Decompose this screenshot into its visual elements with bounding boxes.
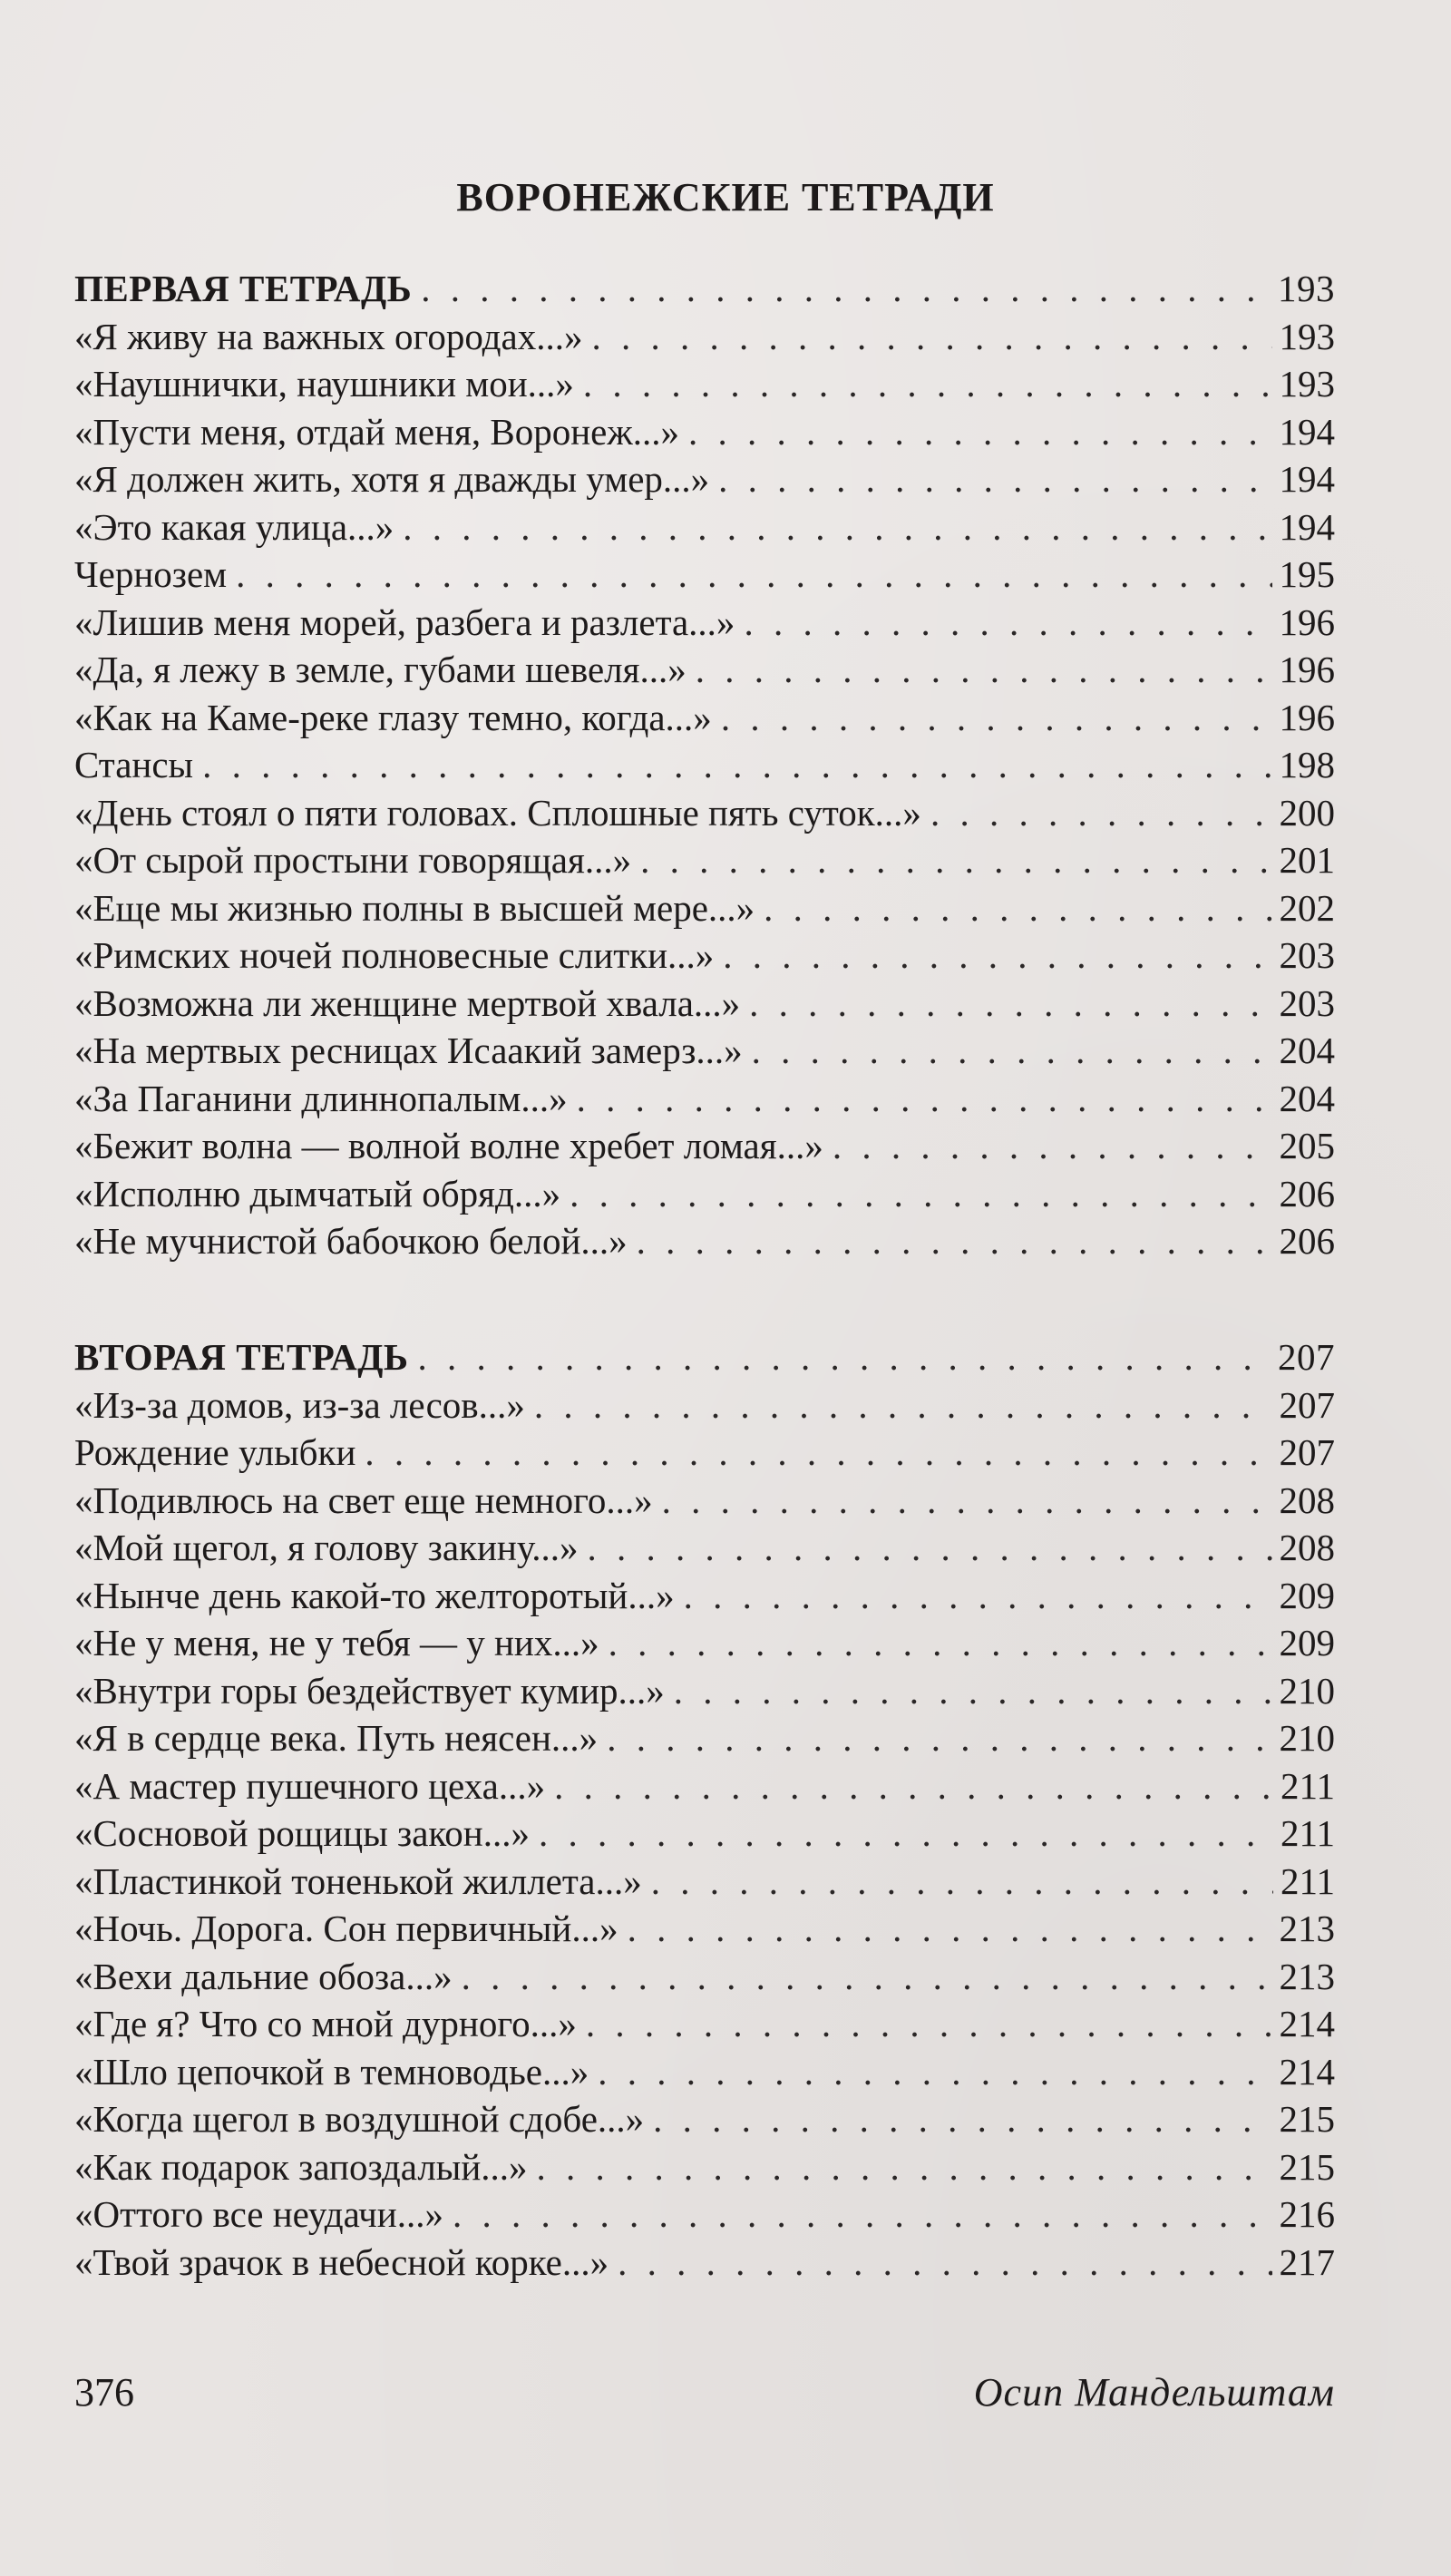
entry-title: «Шло цепочкой в темноводье...» bbox=[74, 2050, 589, 2093]
toc-entry bbox=[74, 836, 1335, 884]
entry-page: 211 bbox=[1281, 1764, 1335, 1807]
dot-leader bbox=[586, 2000, 1272, 2048]
entry-title: «Ночь. Дорога. Сон первичный...» bbox=[74, 1908, 618, 1949]
section-heading-page: 207 bbox=[1278, 1336, 1335, 1378]
toc-section-first bbox=[74, 265, 1335, 1265]
page-footer bbox=[74, 2369, 1335, 2415]
dot-leader bbox=[421, 265, 1271, 313]
dot-leader bbox=[537, 2143, 1272, 2191]
toc-entry bbox=[74, 313, 1335, 361]
entry-title: «День стоял о пяти головах. Сплошные пять суток...» bbox=[74, 791, 921, 834]
toc-entry bbox=[74, 1524, 1335, 1572]
entry-title: «Я в сердце века. Путь неясен...» bbox=[74, 1717, 599, 1759]
entry-page: 215 bbox=[1279, 2098, 1335, 2140]
dot-leader bbox=[607, 1714, 1271, 1762]
entry-page: 207 bbox=[1279, 1383, 1335, 1426]
entry-page: 217 bbox=[1279, 2240, 1335, 2283]
toc-entry bbox=[74, 1027, 1335, 1075]
dot-leader bbox=[640, 836, 1271, 884]
entry-title: «Пластинкой тоненькой жиллета...» bbox=[74, 1859, 642, 1902]
entry-title: «Не у меня, не у тебя — у них...» bbox=[74, 1622, 599, 1664]
toc-entry bbox=[74, 408, 1335, 456]
entry-page: 196 bbox=[1279, 696, 1335, 738]
toc-entry bbox=[74, 1858, 1335, 1906]
toc-entry bbox=[74, 1953, 1335, 2001]
dot-leader bbox=[721, 694, 1272, 742]
entry-title: «Я должен жить, хотя я дважды умер...» bbox=[74, 458, 710, 500]
dot-leader bbox=[453, 2191, 1272, 2239]
toc-entry bbox=[74, 2143, 1335, 2191]
dot-leader bbox=[688, 408, 1272, 456]
toc-entry bbox=[74, 2000, 1335, 2048]
dot-leader bbox=[539, 1810, 1273, 1858]
toc-entry bbox=[74, 1477, 1335, 1525]
entry-title: «Вехи дальние обоза...» bbox=[74, 1955, 453, 1997]
dot-leader bbox=[462, 1953, 1272, 2001]
entry-page: 211 bbox=[1281, 1812, 1335, 1854]
toc-entry bbox=[74, 646, 1335, 694]
entry-page: 214 bbox=[1279, 2003, 1335, 2044]
entry-title: «Римских ночей полновесные слитки...» bbox=[74, 934, 715, 976]
entry-page: 196 bbox=[1279, 649, 1335, 690]
dot-leader bbox=[554, 1762, 1273, 1810]
toc-entry bbox=[74, 1170, 1335, 1218]
entry-page: 209 bbox=[1279, 1622, 1335, 1664]
entry-title: «Еще мы жизнью полны в высшей мере...» bbox=[74, 886, 755, 929]
toc-entry bbox=[74, 932, 1335, 980]
entry-title: «Твой зрачок в небесной корке...» bbox=[74, 2240, 609, 2283]
entry-title: «Где я? Что со мной дурного...» bbox=[74, 2003, 577, 2044]
toc-entry bbox=[74, 1381, 1335, 1429]
entry-title: «Я живу на важных огородах...» bbox=[74, 315, 583, 357]
dot-leader bbox=[577, 1075, 1272, 1123]
entry-page: 202 bbox=[1279, 886, 1335, 929]
toc-entry bbox=[74, 2048, 1335, 2096]
entry-page: 207 bbox=[1279, 1431, 1335, 1473]
entry-title: «Это какая улица...» bbox=[74, 505, 394, 548]
entry-page: 209 bbox=[1279, 1574, 1335, 1616]
dot-leader bbox=[833, 1122, 1272, 1170]
toc-entry bbox=[74, 2095, 1335, 2143]
dot-leader bbox=[637, 1217, 1272, 1265]
toc-entry bbox=[74, 1714, 1335, 1762]
entry-page: 194 bbox=[1279, 505, 1335, 548]
toc-entry bbox=[74, 551, 1335, 599]
page-title: ВОРОНЕЖСКИЕ ТЕТРАДИ bbox=[456, 175, 995, 220]
dot-leader bbox=[674, 1667, 1272, 1715]
entry-title: «Как подарок запоздалый...» bbox=[74, 2145, 528, 2188]
entry-page: 203 bbox=[1279, 934, 1335, 976]
entry-page: 206 bbox=[1279, 1220, 1335, 1262]
dot-leader bbox=[628, 1905, 1272, 1953]
toc-entry bbox=[74, 980, 1335, 1028]
entry-title: «Внутри горы бездействует кумир...» bbox=[74, 1669, 665, 1712]
dot-leader bbox=[591, 313, 1271, 361]
entry-title: «Исполню дымчатый обряд...» bbox=[74, 1172, 561, 1215]
toc-section-second bbox=[74, 1333, 1335, 2286]
toc-entry bbox=[74, 360, 1335, 408]
section-heading-title: ВТОРАЯ ТЕТРАДЬ bbox=[74, 1336, 409, 1378]
entry-title: «Наушнички, наушники мои...» bbox=[74, 363, 574, 405]
toc-entry bbox=[74, 2191, 1335, 2239]
entry-title: «Бежит волна — волной волне хребет ломая...» bbox=[74, 1125, 823, 1166]
entry-title: «А мастер пушечного цеха...» bbox=[74, 1764, 546, 1807]
toc-entry bbox=[74, 1122, 1335, 1170]
entry-page: 198 bbox=[1279, 744, 1335, 785]
toc-entry bbox=[74, 1762, 1335, 1810]
entry-page: 200 bbox=[1279, 791, 1335, 834]
toc-entry bbox=[74, 1810, 1335, 1858]
entry-page: 215 bbox=[1279, 2145, 1335, 2188]
dot-leader bbox=[764, 884, 1271, 932]
toc-entry bbox=[74, 455, 1335, 503]
entry-title: «Да, я лежу в земле, губами шевеля...» bbox=[74, 649, 687, 690]
entry-page: 193 bbox=[1279, 315, 1335, 357]
dot-leader bbox=[570, 1170, 1271, 1218]
toc-entry bbox=[74, 741, 1335, 789]
entry-title: «Когда щегол в воздушной сдобе...» bbox=[74, 2098, 645, 2140]
dot-leader bbox=[534, 1381, 1272, 1429]
page-number: 376 bbox=[74, 2370, 134, 2415]
dot-leader bbox=[749, 980, 1271, 1028]
entry-title: «Пусти меня, отдай меня, Воронеж...» bbox=[74, 410, 679, 453]
section-heading-title: ПЕРВАЯ ТЕТРАДЬ bbox=[74, 268, 413, 309]
toc-entry bbox=[74, 2239, 1335, 2287]
dot-leader bbox=[684, 1572, 1272, 1620]
entry-title: Стансы bbox=[74, 744, 194, 785]
dot-leader bbox=[930, 789, 1272, 837]
entry-title: «Нынче день какой-то желторотый...» bbox=[74, 1574, 675, 1616]
dot-leader bbox=[662, 1477, 1272, 1525]
toc-entry bbox=[74, 1667, 1335, 1715]
dot-leader bbox=[365, 1429, 1271, 1477]
dot-leader bbox=[418, 1333, 1271, 1381]
entry-title: «Возможна ли женщине мертвой хвала...» bbox=[74, 981, 741, 1024]
dot-leader bbox=[718, 455, 1271, 503]
dot-leader bbox=[609, 1619, 1272, 1667]
dot-leader bbox=[653, 2095, 1271, 2143]
entry-title: «Подивлюсь на свет еще немного...» bbox=[74, 1478, 653, 1521]
author-name: Осип Мандельштам bbox=[973, 2370, 1335, 2415]
entry-page: 213 bbox=[1279, 1955, 1335, 1997]
dot-leader bbox=[723, 932, 1271, 980]
entry-page: 194 bbox=[1279, 458, 1335, 500]
entry-title: «За Паганини длиннопалым...» bbox=[74, 1077, 568, 1119]
entry-title: Рождение улыбки bbox=[74, 1431, 356, 1473]
entry-page: 213 bbox=[1279, 1908, 1335, 1949]
toc-entry bbox=[74, 503, 1335, 551]
entry-page: 201 bbox=[1279, 839, 1335, 881]
entry-page: 208 bbox=[1279, 1527, 1335, 1568]
entry-title: «Мой щегол, я голову закину...» bbox=[74, 1527, 579, 1568]
section-heading bbox=[74, 1333, 1335, 1381]
dot-leader bbox=[651, 1858, 1273, 1906]
toc-entry bbox=[74, 1217, 1335, 1265]
entry-page: 206 bbox=[1279, 1172, 1335, 1215]
entry-page: 194 bbox=[1279, 410, 1335, 453]
entry-page: 196 bbox=[1279, 600, 1335, 643]
toc-entry bbox=[74, 1429, 1335, 1477]
toc-entry bbox=[74, 1619, 1335, 1667]
entry-title: «Из-за домов, из-за лесов...» bbox=[74, 1383, 525, 1426]
toc-entry bbox=[74, 789, 1335, 837]
toc-entry bbox=[74, 599, 1335, 647]
entry-title: «От сырой простыни говорящая...» bbox=[74, 839, 632, 881]
dot-leader bbox=[696, 646, 1272, 694]
entry-title: «Не мучнистой бабочкою белой...» bbox=[74, 1220, 628, 1262]
entry-page: 195 bbox=[1279, 553, 1335, 595]
dot-leader bbox=[752, 1027, 1272, 1075]
section-heading bbox=[74, 265, 1335, 313]
entry-page: 211 bbox=[1281, 1859, 1335, 1902]
entry-title: «Как на Каме-реке глазу темно, когда...» bbox=[74, 696, 712, 738]
toc-entry bbox=[74, 884, 1335, 932]
toc-entry bbox=[74, 1075, 1335, 1123]
dot-leader bbox=[236, 551, 1271, 599]
section-heading-page: 193 bbox=[1278, 268, 1335, 309]
entry-page: 208 bbox=[1279, 1478, 1335, 1521]
toc-entry bbox=[74, 1572, 1335, 1620]
entry-page: 205 bbox=[1279, 1125, 1335, 1166]
dot-leader bbox=[583, 360, 1272, 408]
entry-page: 193 bbox=[1279, 363, 1335, 405]
dot-leader bbox=[618, 2239, 1271, 2287]
entry-title: «Лишив меня морей, разбега и разлета...» bbox=[74, 600, 735, 643]
entry-title: Чернозем bbox=[74, 553, 228, 595]
dot-leader bbox=[202, 741, 1271, 789]
entry-page: 204 bbox=[1279, 1029, 1335, 1071]
entry-title: «Оттого все неудачи...» bbox=[74, 2193, 443, 2235]
toc-entry bbox=[74, 1905, 1335, 1953]
dot-leader bbox=[403, 503, 1271, 551]
entry-page: 210 bbox=[1279, 1717, 1335, 1759]
dot-leader bbox=[587, 1524, 1271, 1572]
dot-leader bbox=[744, 599, 1271, 647]
entry-page: 203 bbox=[1279, 981, 1335, 1024]
entry-page: 204 bbox=[1279, 1077, 1335, 1119]
entry-page: 216 bbox=[1279, 2193, 1335, 2235]
dot-leader bbox=[598, 2048, 1271, 2096]
entry-title: «На мертвых ресницах Исаакий замерз...» bbox=[74, 1029, 743, 1071]
entry-page: 214 bbox=[1279, 2050, 1335, 2093]
entry-page: 210 bbox=[1279, 1669, 1335, 1712]
entry-title: «Сосновой рощицы закон...» bbox=[74, 1812, 530, 1854]
toc-entry bbox=[74, 694, 1335, 742]
